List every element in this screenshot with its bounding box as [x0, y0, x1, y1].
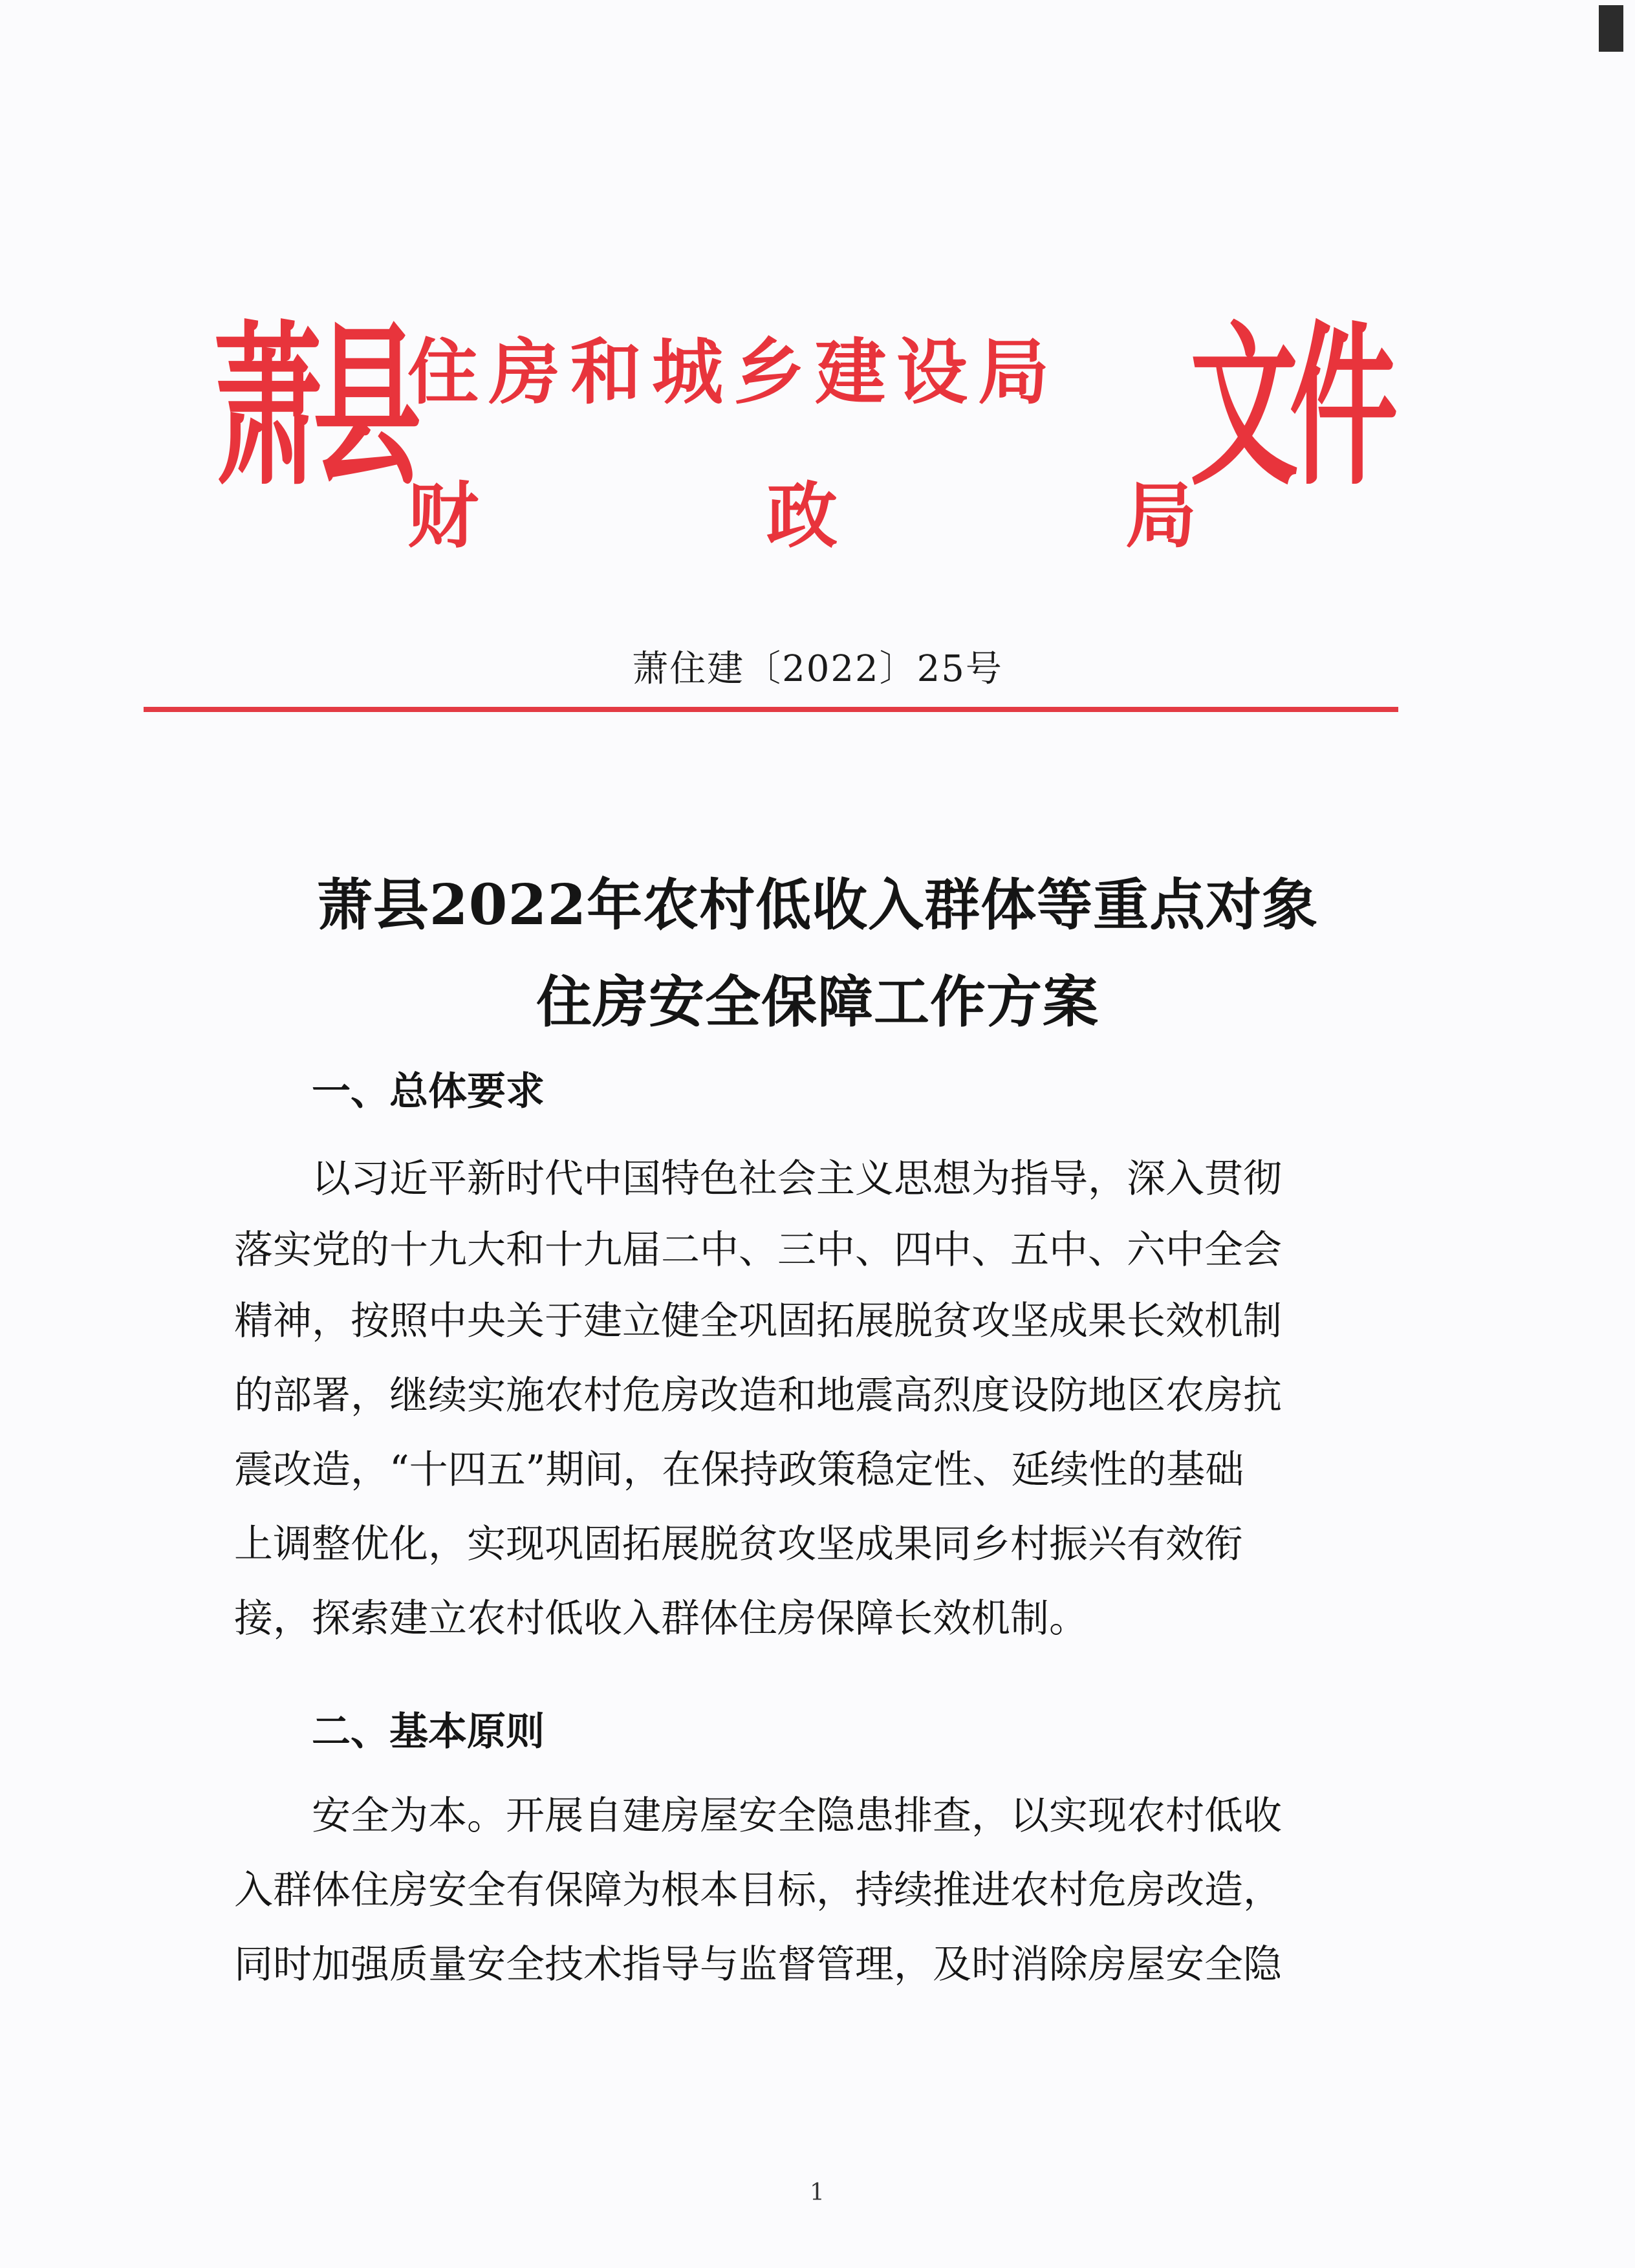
paragraph-line: 震改造，“十四五”期间，在保持政策稳定性、延续性的基础 [234, 1447, 1244, 1493]
org-name-finance-part: 政 [766, 475, 838, 557]
paragraph-line: 以习近平新时代中国特色社会主义思想为指导，深入贯彻 [312, 1156, 1282, 1202]
org-name-finance [407, 459, 1196, 561]
paragraph-line: 上调整优化，实现巩固拓展脱贫攻坚成果同乡村振兴有效衔 [234, 1522, 1243, 1567]
paragraph-line: 接，探索建立农村低收入群体住房保障长效机制。 [234, 1596, 1088, 1641]
org-name-housing: 住房和城乡建设局 [407, 331, 1059, 414]
document-header [213, 297, 1442, 569]
corner-mark [1599, 5, 1623, 52]
paragraph-line: 安全为本。开展自建房屋安全隐患排查，以实现农村低收 [312, 1793, 1282, 1839]
document-type-label: 文件 [1190, 305, 1389, 509]
paragraph-line: 精神，按照中央关于建立健全巩固拓展脱贫攻坚成果长效机制 [234, 1299, 1282, 1344]
section-heading: 一、总体要求 [312, 1069, 545, 1114]
header-divider [144, 707, 1398, 712]
paragraph-line: 落实党的十九大和十九届二中、三中、四中、五中、六中全会 [234, 1227, 1282, 1273]
document-title-line: 住房安全保障工作方案 [536, 969, 1099, 1035]
paragraph-line: 同时加强质量安全技术指导与监督管理，及时消除房屋安全隐 [234, 1942, 1282, 1987]
section-heading: 二、基本原则 [312, 1709, 545, 1755]
page-number: 1 [810, 2179, 825, 2206]
org-name-finance-part: 局 [1125, 475, 1196, 557]
document-number: 萧住建〔2022〕25号 [632, 648, 1003, 690]
paragraph-line: 的部署，继续实施农村危房改造和地震高烈度设防地区农房抗 [234, 1373, 1282, 1418]
document-title-line: 萧县2022年农村低收入群体等重点对象 [316, 872, 1319, 938]
paragraph-line: 入群体住房安全有保障为根本目标，持续推进农村危房改造， [234, 1868, 1282, 1913]
org-name-finance-part: 财 [407, 475, 479, 557]
county-name: 萧县 [213, 305, 413, 509]
